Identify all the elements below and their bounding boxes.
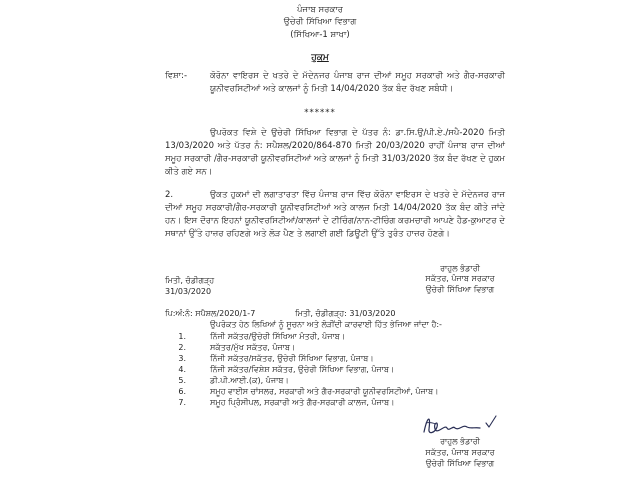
recipient-item: ਸਕੱਤਰ/ਮੁੱਖ ਸਕੱਤਰ, ਪੰਜਾਬ। (210, 343, 296, 352)
recipient-number: 6. (178, 387, 186, 396)
signatory-2-department: ਉਚੇਰੀ ਸਿੱਖਿਆ ਵਿਭਾਗ (425, 459, 495, 468)
order-date: 31/03/2020 (165, 287, 212, 296)
header-department: ਉਚੇਰੀ ਸਿੱਖਿਆ ਵਿਭਾਗ (283, 17, 357, 27)
paragraph-1: ਉਪਰੋਕਤ ਵਿਸ਼ੇ ਦੇ ਉਚੇਰੀ ਸਿੱਖਿਆ ਵਿਭਾਗ ਦੇ ਪੱਤਰ ਨੰ: ਡਾ.ਸਿ.ਉ/ਪੀ.ਏ./ਸਪੈ-2020 ਮਿਤੀ 13/03/2020 ਅਤੇ ਪੱਤਰ ਨੰ: ਸਪੈਸ਼ਲ/2020/864-870 ਮਿਤੀ 20/03/2020 ਰਾਹੀਂ ਪੰਜਾਬ ਰਾਜ ਦੀਆਂ ਸਮੂਹ ਸਰਕਾਰੀ /ਗੈਰ-ਸਰਕਾਰੀ ਯੂਨੀਵਰਸਿਟੀਆਂ ਅਤੇ ਕਾਲਜਾਂ ਨੂੰ ਮਿਤੀ 31/03/2020 ਤੱਕ ਬੰਦ ਰੱਖਣ ਦੇ ਹੁਕਮ ਕੀਤੇ ਗਏ ਸਨ। (165, 128, 505, 177)
endorsement-place-date: ਮਿਤੀ, ਚੰਡੀਗੜ੍ਹ: 31/03/2020 (295, 309, 396, 318)
recipient-number: 1. (178, 332, 186, 341)
endorsement-intro: ਉਪਰੋਕਤ ਹੇਠ ਲਿਖਿਆਂ ਨੂੰ ਸੂਚਨਾ ਅਤੇ ਲੋੜੀਂਦੀ ਕਾਰਵਾਈ ਹਿੱਤ ਭੇਜਿਆ ਜਾਂਦਾ ਹੈ:- (210, 320, 442, 329)
order-place: ਮਿਤੀ, ਚੰਡੀਗੜ੍ਹ (165, 276, 215, 285)
recipient-number: 3. (178, 354, 186, 363)
endorsement-number: ਪਿ:ਅੰ:ਨੰ: ਸਪੈਸ਼ਲ/2020/1-7 (165, 309, 256, 318)
recipient-number: 5. (178, 376, 186, 385)
subject-label: ਵਿਸ਼ਾ:- (165, 71, 188, 81)
recipient-item: ਸਮੂਹ ਵਾਈਸ ਚਾਂਸਲਰ, ਸਰਕਾਰੀ ਅਤੇ ਗੈਰ-ਸਰਕਾਰੀ ਯੂਨੀਵਰਸਿਟੀਆਂ, ਪੰਜਾਬ। (210, 387, 439, 396)
header-government: ਪੰਜਾਬ ਸਰਕਾਰ (297, 5, 343, 15)
recipient-item: ਨਿੱਜੀ ਸਕੱਤਰ/ਵਿਸ਼ੇਸ਼ ਸਕੱਤਰ, ਉਚੇਰੀ ਸਿੱਖਿਆ ਵਿਭਾਗ, ਪੰਜਾਬ। (210, 365, 395, 374)
recipient-item: ਸਮੂਹ ਪ੍ਰਿੰਸੀਪਲ, ਸਰਕਾਰੀ ਅਤੇ ਗੈਰ-ਸਰਕਾਰੀ ਕਾਲਜ, ਪੰਜਾਬ। (210, 398, 395, 407)
signatory-2-name: ਰਾਹੁਲ ਭੰਡਾਰੀ (440, 437, 480, 446)
recipient-item: ਨਿੱਜੀ ਸਕੱਤਰ/ਸਕੱਤਰ, ਉਚੇਰੀ ਸਿੱਖਿਆ ਵਿਭਾਗ, ਪੰਜਾਬ। (210, 354, 374, 363)
separator-stars: ****** (304, 108, 336, 118)
order-title-text: ਹੁਕਮ (311, 53, 329, 63)
recipient-number: 2. (178, 343, 186, 352)
paragraph-2-number: 2. (165, 190, 174, 200)
recipient-item: ਡੀ.ਪੀ.ਆਈ.(ਕ), ਪੰਜਾਬ। (210, 376, 289, 385)
subject-text: ਕੋਰੋਨਾ ਵਾਇਰਸ ਦੇ ਖਤਰੇ ਦੇ ਮੱਦੇਨਜਰ ਪੰਜਾਬ ਰਾਜ ਦੀਆਂ ਸਮੂਹ ਸਰਕਾਰੀ ਅਤੇ ਗੈਰ-ਸਰਕਾਰੀ ਯੂਨੀਵਰਸਿਟੀਆਂ ਅਤੇ ਕਾਲਜਾਂ ਨੂੰ ਮਿਤੀ 14/04/2020 ਤੱਕ ਬੰਦ ਰੱਖਣ ਸਬੰਧੀ। (210, 71, 505, 94)
recipient-item: ਨਿੱਜੀ ਸਕੱਤਰ/ਉਚੇਰੀ ਸਿੱਖਿਆ ਮੰਤਰੀ, ਪੰਜਾਬ। (210, 332, 346, 341)
signatory-1-department: ਉਚੇਰੀ ਸਿੱਖਿਆ ਵਿਭਾਗ (425, 285, 495, 294)
signatory-1-designation: ਸਕੱਤਰ, ਪੰਜਾਬ ਸਰਕਾਰ (425, 274, 495, 283)
paragraph-2: ਉਕਤ ਹੁਕਮਾਂ ਦੀ ਲਗਾਤਾਰਤਾ ਵਿੱਚ ਪੰਜਾਬ ਰਾਜ ਵਿੱਚ ਕੋਰੋਨਾ ਵਾਇਰਸ ਦੇ ਖਤਰੇ ਦੇ ਮੱਦੇਨਜਰ ਰਾਜ ਦੀਆਂ ਸਮੂਹ ਸਰਕਾਰੀ/ਗੈਰ-ਸਰਕਾਰੀ ਯੂਨੀਵਰਸਿਟੀਆਂ ਅਤੇ ਕਾਲਜ ਮਿਤੀ 14/04/2020 ਤੱਕ ਬੰਦ ਕੀਤੇ ਜਾਂਦੇ ਹਨ। ਇਸ ਦੌਰਾਨ ਇਹਨਾਂ ਯੂਨੀਵਰਸਿਟੀਆਂ/ਕਾਲਜਾਂ ਦੇ ਟੀਚਿੰਗ/ਨਾਨ-ਟੀਚਿੰਗ ਕਰਮਚਾਰੀ ਆਪਣੇ ਹੈਡ-ਕੁਆਟਰ ਦੇ ਸਥਾਨਾਂ ਉੱਤੇ ਹਾਜ਼ਰ ਰਹਿਣਗੇ ਅਤੇ ਲੋੜ ਪੈਣ ਤੇ ਲਗਾਈ ਗਈ ਡਿਊਟੀ ਉੱਤੇ ਤੁਰੰਤ ਹਾਜ਼ਰ ਹੋਣਗੇ। (165, 190, 505, 239)
order-title (280, 53, 360, 63)
recipient-number: 4. (178, 365, 186, 374)
recipient-number: 7. (178, 398, 186, 407)
signatory-2-designation: ਸਕੱਤਰ, ਪੰਜਾਬ ਸਰਕਾਰ (425, 448, 495, 457)
header-branch: (ਸਿੱਖਿਆ-1 ਸ਼ਾਖਾ) (290, 30, 350, 40)
signatory-1-name: ਰਾਹੁਲ ਭੰਡਾਰੀ (440, 264, 480, 273)
